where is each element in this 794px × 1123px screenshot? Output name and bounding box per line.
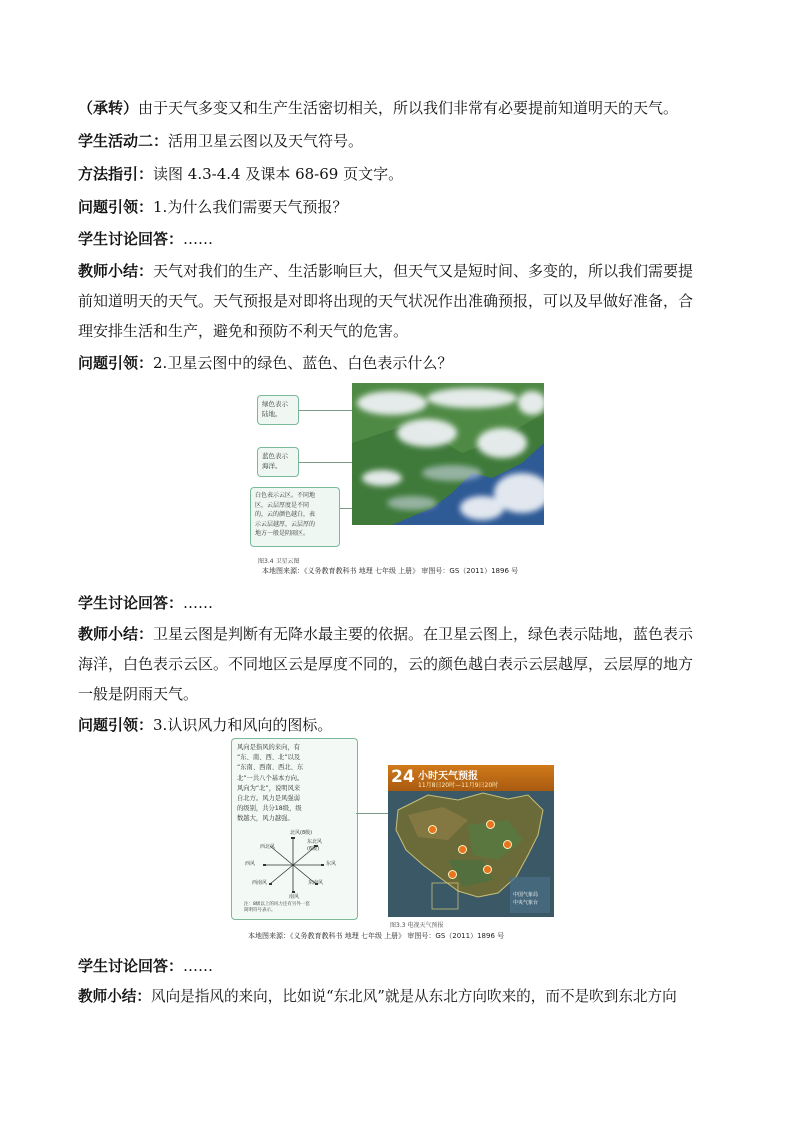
weather-sun-icon (486, 820, 495, 829)
rose-label-southwest: 西南风 (252, 880, 268, 886)
paragraph-question-3 (78, 715, 728, 735)
callout-green: 绿色表示 陆地。 (257, 395, 299, 425)
label-discussion-2: 学生讨论回答： (78, 594, 184, 612)
rose-label-south: 南风 (289, 894, 300, 900)
weather-sun-icon (458, 845, 467, 854)
text-activity: 活用卫星云图以及天气符号。 (168, 132, 364, 150)
leader-green (299, 410, 352, 411)
label-summary-3: 教师小结： (78, 988, 151, 1005)
paragraph-discussion-3 (78, 956, 728, 976)
paragraph-question-2 (78, 353, 728, 373)
summary-3-line-1 (78, 987, 728, 1007)
weather-sun-icon (428, 825, 437, 834)
rose-label-northwest: 西北风 (260, 844, 276, 850)
satellite-cloud-graphic (352, 383, 544, 525)
text-discussion-3: …… (183, 957, 214, 975)
label-question-2: 问题引领： (78, 354, 154, 372)
tv-logo-nmc: 中央气象台 (513, 900, 539, 906)
text-discussion-2: …… (183, 594, 214, 612)
text-method: 读图 4.3-4.4 及课本 68-69 页文字。 (153, 165, 404, 183)
summary-2-line-2: 海洋，白色表示云区。不同地区云是厚度不同的，云的颜色越白表示云层越厚，云层厚的地方 (78, 655, 694, 673)
label-question-1: 问题引领： (78, 198, 154, 216)
satellite-cloud-image (352, 383, 544, 525)
tv-forecast-map (388, 765, 554, 917)
caption-satellite: 图3.4 卫星云图 (258, 558, 300, 565)
weather-sun-icon (503, 840, 512, 849)
label-question-3: 问题引领： (78, 716, 154, 734)
paragraph-question-1 (78, 197, 728, 217)
label-method: 方法指引： (78, 165, 154, 183)
rose-label-west: 西风 (245, 861, 256, 867)
label-summary-2: 教师小结： (78, 625, 154, 643)
rose-label-northeast: 东北风 (6级) (307, 839, 323, 852)
text-question-3: 3.认识风力和风向的图标。 (153, 716, 333, 734)
paragraph-discussion-1 (78, 229, 728, 249)
summary-2-line-1 (78, 624, 728, 644)
label-summary-1: 教师小结： (78, 262, 154, 280)
text-summary-1-line-1: 天气对我们的生产、生活影响巨大，但天气又是短时间、多变的，所以我们需要提 (153, 262, 694, 280)
summary-1-line-3: 理安排生活和生产，避免和预防不利天气的危害。 (78, 322, 409, 340)
caption-tv-forecast: 图3.3 电视天气预报 (390, 922, 444, 929)
leader-wind (356, 813, 388, 814)
label-discussion-1: 学生讨论回答： (78, 230, 184, 248)
paragraph-method (78, 164, 728, 184)
rose-label-north: 北风(8级) (290, 830, 313, 836)
text-discussion-1: …… (183, 230, 214, 248)
summary-2-line-3: 一般是阴雨天气。 (78, 685, 199, 703)
source-tv-forecast: 本地图来源：《义务教育教科书 地理 七年级 上册》 审图号：GS（2011）1896 号 (248, 932, 505, 940)
tv-title: 小时天气预报 (418, 771, 478, 782)
text-transition: 由于天气多变又和生产生活密切相关，所以我们非常有必要提前知道明天的天气。 (138, 99, 679, 117)
callout-wind: 风向是指风的来向，有 “东、南、西、北”以及 “东南、西南、西北、东 北”一共八个基本方向。 风向为“北”，说明风来 自北方。风力是风强弱 的级别，共分18级，级 数越大，风力越强。 (237, 744, 304, 823)
rose-label-southeast: 东南风 (308, 880, 324, 886)
paragraph-activity (78, 131, 728, 151)
weather-sun-icon (448, 870, 457, 879)
text-question-1: 1.为什么我们需要天气预报？ (153, 198, 348, 216)
summary-1-line-2: 前知道明天的天气。天气预报是对即将出现的天气状况作出准确预报，可以及早做好准备，合 (78, 292, 694, 310)
leader-blue (299, 462, 352, 463)
tv-logo-cma: 中国气象局 (513, 892, 539, 898)
callout-blue: 蓝色表示 海洋。 (257, 447, 299, 477)
label-activity: 学生活动二： (78, 132, 169, 150)
label-discussion-3: 学生讨论回答： (78, 957, 184, 975)
source-satellite: 本地图来源：《义务教育教科书 地理 七年级 上册》 审图号：GS（2011）1896 号 (262, 567, 519, 575)
rose-note: 注：8级以上的风力还有另外一套 简明符号表示。 (244, 902, 310, 913)
tv-number: 24 (391, 767, 415, 787)
text-question-2: 2.卫星云图中的绿色、蓝色、白色表示什么？ (153, 354, 453, 372)
weather-sun-icon (483, 865, 492, 874)
paragraph-discussion-2 (78, 593, 728, 613)
callout-white: 白色表示云区。不同地 区，云层厚度是不同 的，云的颜色越白，表 示云层越厚，云层厚的 地方一般是阴雨区。 (250, 487, 340, 547)
text-summary-2-line-1: 卫星云图是判断有无降水最主要的依据。在卫星云图上，绿色表示陆地，蓝色表示 (153, 625, 694, 643)
tv-date: 11月8日20时—11月9日20时 (418, 782, 499, 789)
label-transition: （承转） (78, 99, 139, 117)
summary-1-line-1 (78, 261, 728, 281)
rose-label-east: 东风 (326, 861, 337, 867)
text-summary-3: 风向是指风的来向，比如说“东北风”就是从东北方向吹来的，而不是吹到东北方向 (150, 988, 677, 1005)
paragraph-transition (78, 98, 728, 118)
leader-white (340, 508, 352, 509)
